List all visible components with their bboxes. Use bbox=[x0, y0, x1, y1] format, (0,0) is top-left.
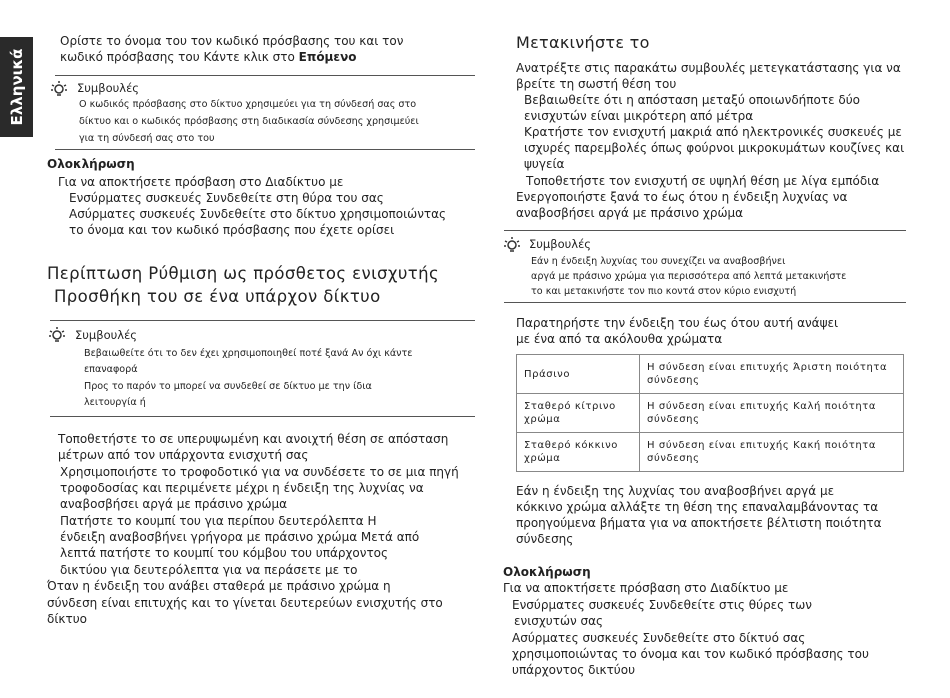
placement-line: Τοποθετήστε τον ενισχυτή σε υψηλή θέση με λίγα εμπόδια bbox=[526, 174, 880, 188]
relocate-line: σύνδεσης bbox=[516, 532, 574, 546]
tip-line: Ο κωδικός πρόσβασης στο δίκτυο χρησιμεύει για τη σύνδεσή σας στο bbox=[79, 99, 417, 110]
tip-line: για τη σύνδεσή σας στο του bbox=[79, 133, 215, 144]
relocate-line: κόκκινο χρώμα αλλάξτε τη θέση της επαναλαμβάνοντας τα bbox=[516, 500, 879, 514]
placement-line: ενισχυτών είναι μικρότερη από μέτρα bbox=[524, 109, 754, 123]
divider bbox=[50, 320, 475, 321]
placement-line: ισχυρές παρεμβολές όπως φούρνοι μικροκυμάτων κουζίνες και bbox=[524, 141, 905, 155]
placement-line: ψυγεία bbox=[524, 157, 565, 171]
move-heading: Μετακινήστε το bbox=[516, 33, 650, 52]
tip-line: Βεβαιωθείτε ότι το δεν έχει χρησιμοποιηθεί ποτέ ξανά Αν όχι κάντε bbox=[84, 348, 413, 359]
step-line: Τοποθετήστε το σε υπερυψωμένη και ανοιχτή θέση σε απόσταση bbox=[58, 432, 449, 446]
observe-line: Παρατηρήστε την ένδειξη του έως ότου αυτή ανάψει bbox=[516, 316, 839, 330]
case-heading-line-1: Περίπτωση Ρύθμιση ως πρόσθετος ενισχυτής bbox=[47, 264, 440, 283]
lightbulb-icon bbox=[48, 326, 66, 344]
step-line: μέτρων από τον υπάρχοντα ενισχυτή σας bbox=[58, 448, 309, 462]
led-meaning-cell: Η σύνδεση είναι επιτυχής Άριστη ποιότητα σύνδεσης bbox=[640, 355, 904, 394]
placement-line: Βεβαιωθείτε ότι η απόσταση μεταξύ οποιωνδήποτε δύο bbox=[524, 93, 861, 107]
completion-heading: Ολοκλήρωση bbox=[47, 157, 135, 171]
completion-line: Για να αποκτήσετε πρόσβαση στο Διαδίκτυο με bbox=[58, 175, 344, 189]
tip-line: δίκτυο και ο κωδικός πρόσβασης στη διαδικασία σύνδεσης χρησιμεύει bbox=[79, 116, 419, 127]
led-meaning-cell: Η σύνδεση είναι επιτυχής Καλή ποιότητα σύνδεσης bbox=[640, 394, 904, 433]
tip-line: αργά με πράσινο χρώμα για περισσότερα από λεπτά μετακινήστε bbox=[531, 271, 847, 282]
tips-title: Συμβουλές bbox=[75, 328, 138, 342]
step-line: σύνδεση είναι επιτυχής και το γίνεται δευτερεύων ενισχυτής στο bbox=[47, 596, 443, 610]
table-row bbox=[517, 355, 904, 394]
language-tab bbox=[0, 37, 33, 137]
divider bbox=[50, 416, 475, 417]
placement-line: Κρατήστε τον ενισχυτή μακριά από ηλεκτρονικές συσκευές με bbox=[524, 125, 902, 139]
lightbulb-icon bbox=[50, 80, 68, 98]
step-line: λεπτά πατήστε το κουμπί του κόμβου του υπάρχοντος bbox=[60, 546, 389, 560]
placement-line: βρείτε τη σωστή θέση του bbox=[516, 77, 677, 91]
completion-line: Ενσύρματες συσκευές Συνδεθείτε στις θύρες των bbox=[512, 598, 813, 612]
table-row bbox=[517, 394, 904, 433]
completion-line: υπάρχοντος δικτύου bbox=[512, 663, 636, 677]
tip-line: λειτουργία ή bbox=[84, 397, 146, 408]
placement-line: Ανατρέξτε στις παρακάτω συμβουλές μετεγκατάστασης για να bbox=[516, 61, 901, 75]
lightbulb-icon bbox=[503, 236, 521, 254]
completion-line: Ασύρματες συσκευές Συνδεθείτε στο δίκτυό σας bbox=[512, 631, 806, 645]
led-color-cell: Σταθερό κίτρινο χρώμα bbox=[517, 394, 640, 433]
divider bbox=[55, 75, 475, 76]
table-row bbox=[517, 433, 904, 472]
tip-line: επαναφορά bbox=[84, 364, 138, 375]
observe-line: με ένα από τα ακόλουθα χρώματα bbox=[516, 332, 723, 346]
case-heading-line-2: Προσθήκη του σε ένα υπάρχον δίκτυο bbox=[54, 287, 381, 306]
step-line: αναβοσβήσει αργά με πράσινο χρώμα bbox=[60, 497, 288, 511]
tip-line: Εάν η ένδειξη λυχνίας του συνεχίζει να αναβοσβήνει bbox=[531, 256, 786, 267]
tips-title: Συμβουλές bbox=[529, 237, 592, 251]
completion-line: Ενσύρματες συσκευές Συνδεθείτε στη θύρα του σας bbox=[69, 191, 384, 205]
step-line: τροφοδοσίας και περιμένετε μέχρι η ένδειξη της λυχνίας να bbox=[60, 481, 424, 495]
intro-line-1: Ορίστε το όνομα του τον κωδικό πρόσβασης του και τον bbox=[60, 34, 404, 48]
divider bbox=[504, 302, 906, 303]
relocate-line: προηγούμενα βήματα για να αποκτήσετε βέλτιστη ποιότητα bbox=[516, 516, 882, 530]
tips-title: Συμβουλές bbox=[77, 81, 140, 95]
led-color-cell: Σταθερό κόκκινο χρώμα bbox=[517, 433, 640, 472]
tip-line: Προς το παρόν το μπορεί να συνδεθεί σε δίκτυο με την ίδια bbox=[84, 381, 372, 392]
step-line: Πατήστε το κουμπί του για περίπου δευτερόλεπτα Η bbox=[60, 514, 377, 528]
led-meaning-cell: Η σύνδεση είναι επιτυχής Κακή ποιότητα σύνδεσης bbox=[640, 433, 904, 472]
step-line: δίκτυο bbox=[47, 612, 87, 626]
divider bbox=[504, 230, 906, 231]
relocate-line: Εάν η ένδειξη της λυχνίας του αναβοσβήνει αργά με bbox=[516, 484, 835, 498]
led-status-table bbox=[516, 354, 904, 472]
language-tab-label: Ελληνικά bbox=[7, 48, 26, 126]
intro-line-2: κωδικό πρόσβασης του Κάντε κλικ στο Επόμενο bbox=[60, 50, 357, 64]
completion-line: το όνομα και τον κωδικό πρόσβασης που έχετε ορίσει bbox=[69, 223, 395, 237]
tip-line: το και μετακινήστε τον πιο κοντά στον κύριο ενισχυτή bbox=[531, 286, 797, 297]
completion-line: χρησιμοποιώντας το όνομα και τον κωδικό πρόσβασης του bbox=[512, 647, 869, 661]
placement-line: Ενεργοποιήστε ξανά το έως ότου η ένδειξη λυχνίας να bbox=[516, 190, 848, 204]
divider bbox=[55, 149, 475, 150]
placement-line: αναβοσβήσει αργά με πράσινο χρώμα bbox=[516, 206, 744, 220]
completion-line: Για να αποκτήσετε πρόσβαση στο Διαδίκτυο με bbox=[503, 581, 789, 595]
step-line: ένδειξη αναβοσβήνει γρήγορα με πράσινο χρώμα Μετά από bbox=[60, 530, 420, 544]
led-color-cell: Πράσινο bbox=[517, 355, 640, 394]
step-line: δικτύου για δευτερόλεπτα για να περάσετε με το bbox=[60, 563, 358, 577]
step-line: Όταν η ένδειξη του ανάβει σταθερά με πράσινο χρώμα η bbox=[47, 579, 391, 593]
completion-heading: Ολοκλήρωση bbox=[503, 565, 591, 579]
completion-line: Ασύρματες συσκευές Συνδεθείτε στο δίκτυο χρησιμοποιώντας bbox=[69, 207, 447, 221]
completion-line: ενισχυτών σας bbox=[514, 614, 604, 628]
next-keyword: Επόμενο bbox=[298, 50, 357, 64]
step-line: Χρησιμοποιήστε το τροφοδοτικό για να συνδέσετε το σε μια πηγή bbox=[60, 465, 459, 479]
